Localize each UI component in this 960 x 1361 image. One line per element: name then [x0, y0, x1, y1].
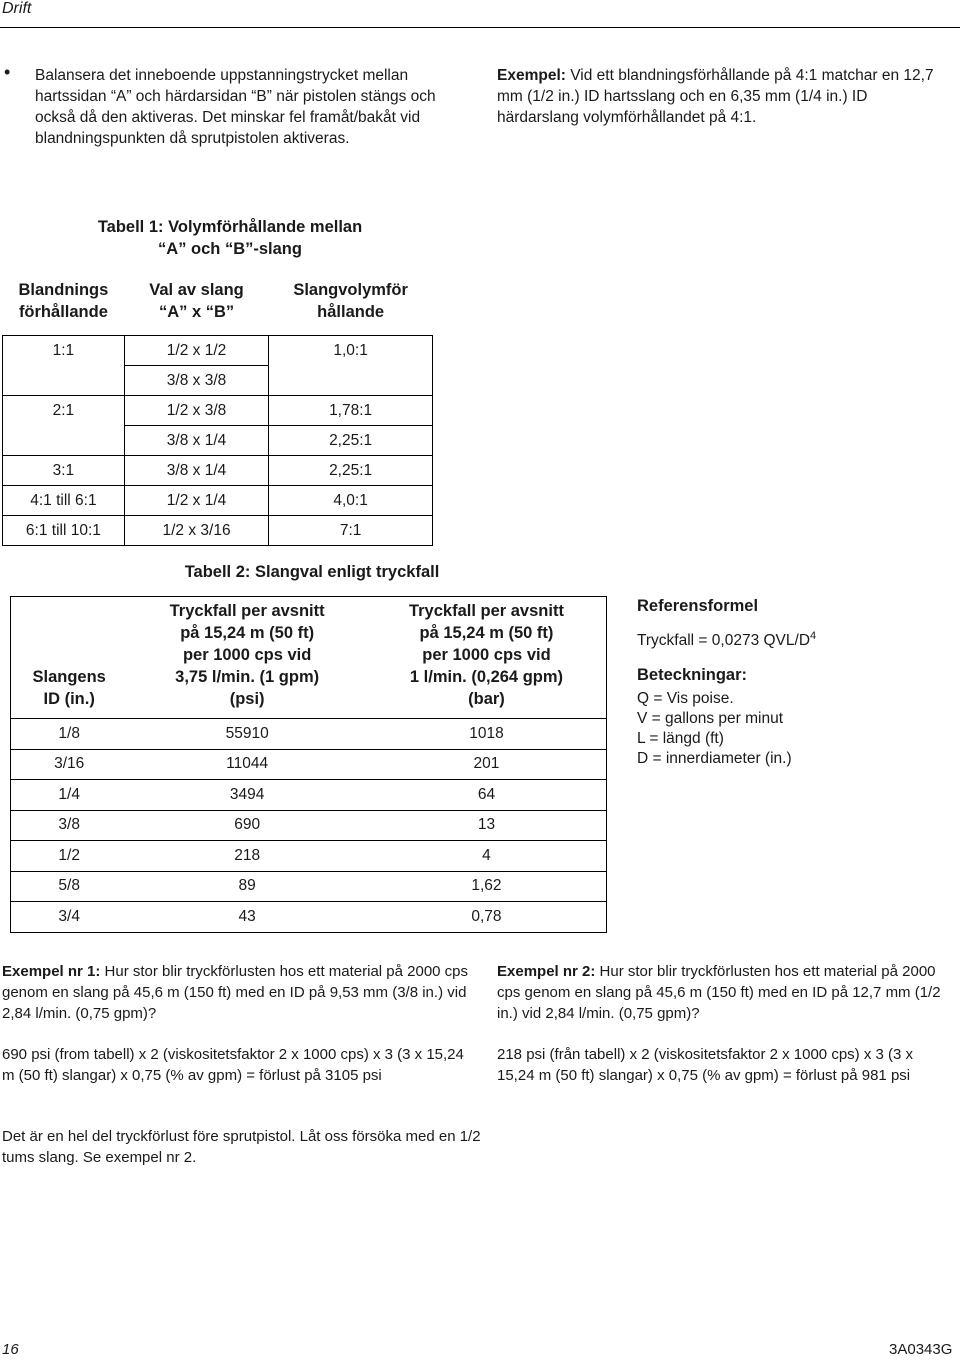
- reference-formula-block: [637, 597, 947, 769]
- table-cell: 64: [367, 780, 607, 811]
- table-cell: 43: [127, 902, 367, 933]
- table-cell: 11044: [127, 749, 367, 780]
- table-cell: 1:1: [3, 336, 125, 366]
- table2-header-pressure-bar: Tryckfall per avsnitt på 15,24 m (50 ft) per 1000 cps vid 1 l/min. (0,264 gpm) (bar): [367, 597, 607, 719]
- table-row: [11, 841, 607, 872]
- table2: [10, 596, 607, 933]
- legend-item: Q = Vis poise.: [637, 690, 734, 708]
- table-cell: 218: [127, 841, 367, 872]
- table-cell: 1/2: [11, 841, 128, 872]
- table2-header-hose-id: Slangens ID (in.): [11, 597, 128, 719]
- table-cell: 1018: [367, 719, 607, 750]
- table-cell: 1/2 x 3/16: [124, 516, 268, 546]
- example-label: Exempel:: [497, 67, 566, 84]
- table-cell: 5/8: [11, 871, 128, 902]
- table-cell: 2:1: [3, 396, 125, 426]
- table-cell: 3/8 x 3/8: [124, 366, 268, 396]
- example-body: Vid ett blandningsförhållande på 4:1 matchar en 12,7 mm (1/2 in.) ID hartsslang och en 6,35 mm (1/4 in.) ID härdarslang volymförhållandet på 4:1.: [497, 67, 934, 126]
- table-cell: 1/4: [11, 780, 128, 811]
- table-row: [3, 426, 433, 456]
- example-1-question: Exempel nr 1: Hur stor blir tryckförlusten hos ett material på 2000 cps genom en slang på 45,6 m (150 ft) med en ID på 9,53 mm (3/8 in.) vid 2,84 l/min. (0,75 gpm)?: [2, 963, 469, 1022]
- table-cell: 1,78:1: [269, 396, 433, 426]
- table-row: [3, 486, 433, 516]
- reference-title: Referensformel: [637, 597, 759, 615]
- example-1-answer: 690 psi (from tabell) x 2 (viskositetsfaktor 2 x 1000 cps) x 3 (3 x 15,24 m (50 ft) slangar) x 0,75 (% av gpm) = förlust på 3105 psi: [2, 1046, 464, 1084]
- table-cell: 1,0:1: [269, 336, 433, 366]
- table-row: [3, 396, 433, 426]
- legend-item: L = längd (ft): [637, 730, 724, 748]
- table-cell: 3/8: [11, 810, 128, 841]
- table-cell: 201: [367, 749, 607, 780]
- table-cell: 4,0:1: [269, 486, 433, 516]
- table-cell: 2,25:1: [269, 426, 433, 456]
- table-cell: 6:1 till 10:1: [3, 516, 125, 546]
- table-cell: 1/8: [11, 719, 128, 750]
- page-number: 16: [2, 1341, 19, 1358]
- table1-caption-line: Tabell 1: Volymförhållande mellan: [97, 218, 363, 236]
- table-cell: 1/2 x 3/8: [124, 396, 268, 426]
- table2-header-row: [11, 597, 607, 719]
- table2-caption: Tabell 2: Slangval enligt tryckfall: [184, 563, 440, 581]
- legend-item: D = innerdiameter (in.): [637, 750, 792, 768]
- table-cell: 3/8 x 1/4: [124, 426, 268, 456]
- legend-item: V = gallons per minut: [637, 710, 784, 728]
- table-row: [3, 456, 433, 486]
- table-cell: [3, 366, 125, 396]
- table-cell: [269, 366, 433, 396]
- table-row: [3, 366, 433, 396]
- table-row: [11, 810, 607, 841]
- page-header-title: Drift: [2, 0, 32, 17]
- table-cell: 690: [127, 810, 367, 841]
- table-cell: 1/2 x 1/4: [124, 486, 268, 516]
- table-cell: [3, 426, 125, 456]
- bullet-paragraph: Balansera det inneboende uppstanningstrycket mellan hartssidan “A” och härdarsidan “B” när pistolen stängs och också då den aktiveras. Det minskar fel framåt/bakåt vid blandningspunkten då sprutpistolen aktiveras.: [35, 67, 436, 147]
- table1-header-row: [3, 275, 433, 336]
- formula-exponent: 4: [810, 630, 817, 642]
- table-cell: 89: [127, 871, 367, 902]
- table-cell: 3/16: [11, 749, 128, 780]
- table-cell: 7:1: [269, 516, 433, 546]
- table-cell: 3:1: [3, 456, 125, 486]
- table-row: [11, 902, 607, 933]
- table-row: [11, 780, 607, 811]
- table-cell: 13: [367, 810, 607, 841]
- document-code: 3A0343G: [889, 1341, 953, 1358]
- bullet-marker: •: [4, 62, 11, 82]
- example-paragraph: [497, 65, 937, 128]
- table-cell: 4:1 till 6:1: [3, 486, 125, 516]
- table-row: [3, 336, 433, 366]
- table-cell: 0,78: [367, 902, 607, 933]
- table1-header-hose-choice: Val av slang “A” x “B”: [124, 275, 268, 336]
- legend-title: Beteckningar:: [637, 666, 748, 685]
- table-row: [11, 719, 607, 750]
- example-2: [497, 961, 947, 1106]
- table1: [2, 275, 433, 546]
- table-cell: 4: [367, 841, 607, 872]
- table-row: [3, 516, 433, 546]
- table-cell: 1/2 x 1/2: [124, 336, 268, 366]
- table2-header-pressure-psi: Tryckfall per avsnitt på 15,24 m (50 ft) per 1000 cps vid 3,75 l/min. (1 gpm) (psi): [127, 597, 367, 719]
- conclusion-paragraph: Det är en hel del tryckförlust före sprutpistol. Låt oss försöka med en 1/2 tums slang. Se exempel nr 2.: [2, 1128, 481, 1166]
- table-cell: 2,25:1: [269, 456, 433, 486]
- table1-header-volume-ratio: Slangvolymför hållande: [269, 275, 433, 336]
- table-cell: 55910: [127, 719, 367, 750]
- reference-formula: Tryckfall = 0,0273 QVL/$D^4$: [637, 630, 817, 650]
- example-2-answer: 218 psi (från tabell) x 2 (viskositetsfaktor 2 x 1000 cps) x 3 (3 x 15,24 m (50 ft) slangar) x 0,75 (% av gpm) = förlust på 981 psi: [497, 1046, 914, 1084]
- table1-caption-line: “A” och “B”-slang: [158, 240, 302, 258]
- table-row: [11, 871, 607, 902]
- table-cell: 3/4: [11, 902, 128, 933]
- table-cell: 1,62: [367, 871, 607, 902]
- table-cell: 3494: [127, 780, 367, 811]
- example-2-question: Exempel nr 2: Hur stor blir tryckförlusten hos ett material på 2000 cps genom en slang på 45,6 m (150 ft) med en ID på 12,7 mm (1/2 in.) vid 2,84 l/min. (0,75 gpm)?: [497, 963, 941, 1022]
- example-1: [2, 961, 472, 1106]
- table1-caption: [40, 216, 420, 260]
- table1-header-ratio: Blandnings förhållande: [3, 275, 125, 336]
- table-cell: 3/8 x 1/4: [124, 456, 268, 486]
- header-divider: [0, 27, 960, 28]
- table-row: [11, 749, 607, 780]
